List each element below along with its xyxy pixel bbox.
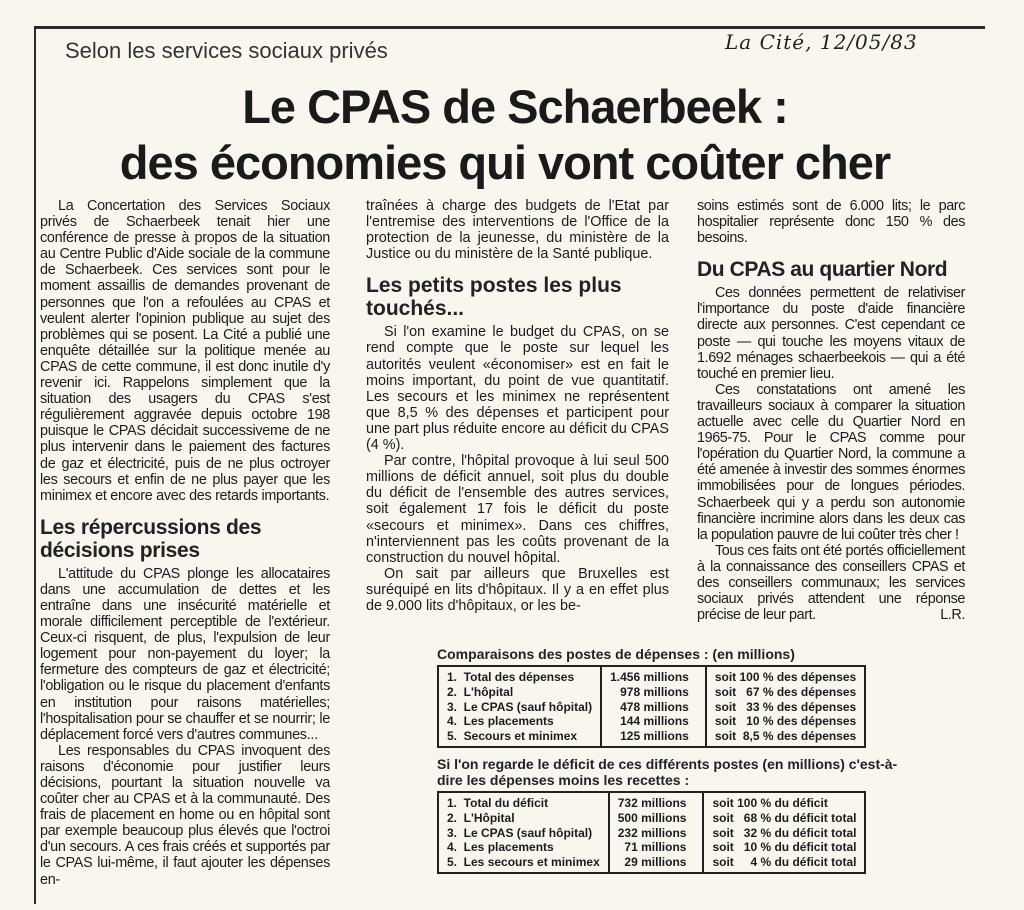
subheading: Les répercussions des décisions prises (40, 515, 262, 562)
row-share: soit 32 % du déficit total (712, 825, 857, 840)
deficit-table (437, 791, 866, 874)
author-signature: L.R. (940, 607, 965, 624)
subheading: Du CPAS au quartier Nord (697, 258, 948, 282)
row-share: soit 10 % des dépenses (714, 714, 857, 729)
paragraph: traînées à charge des budgets de l'Etat par l'entremise des interventions de l'Office de la protection de la jeunesse, du ministère de la Justice ou du ministère de la Santé publique. (366, 198, 669, 263)
row-label: 3. Le CPAS (sauf hôpital) (447, 825, 593, 840)
row-share: soit 100 % du déficit (712, 795, 828, 810)
subheading: Les petits postes les plus touchés... (366, 274, 622, 321)
table-row (438, 666, 865, 685)
paragraph (697, 543, 965, 623)
headline-line-1: Le CPAS de Schaerbeek : (242, 80, 788, 133)
row-share: soit 10 % du déficit total (712, 840, 857, 855)
paragraph: On sait par ailleurs que Bruxelles est suréquipé en lits d'hôpitaux. Il y a en effet plus de 9.000 lits d'hôpitaux, or les be- (366, 565, 669, 614)
row-value: 732 millions (609, 792, 704, 811)
paragraph: Ces constatations ont amené les travailleurs sociaux à comparer la situation actuelle avec celle du Quartier Nord en 1965-75. Pour le CPAS comme pour l'opération du Quartier Nord, la commune a été amenée à investir des sommes énormes immobilisées pour de longues périodes. Schaerbeek qui y a perdu son autonomie financière incrimine alors dans les deux cas la population pauvre de lui coûter très cher ! (697, 381, 965, 543)
row-label: 3. Le CPAS (sauf hôpital) (447, 699, 593, 714)
row-label: 5. Les secours et minimex (447, 855, 600, 870)
row-value: 29 millions (609, 855, 704, 873)
row-value: 478 millions (601, 700, 706, 715)
table-row (438, 714, 865, 729)
tables-block (437, 646, 907, 874)
row-value: 232 millions (609, 826, 704, 841)
expenses-table (437, 665, 866, 748)
row-value: 125 millions (601, 729, 706, 747)
row-value: 144 millions (601, 714, 706, 729)
table-row (438, 685, 865, 700)
paragraph: L'attitude du CPAS plonge les allocataires dans une accumulation de dettes et les entraîne dans une insécurité matérielle et morale difficilement perceptible de l'extérieur. Ceux-ci risquent, de plus, l'expulsion de leur logement pour non-payement du loyer; la fermeture des compteurs de gaz et électricité; l'obligation ou le risque du placement d'enfants en institution pour raisons matérielles; l'hospitalisation pour se chauffer et se nourrir; le déplacement forcé vers d'autres communes... (40, 565, 330, 743)
row-value: 500 millions (609, 811, 704, 826)
row-label: 1. Total du déficit (447, 795, 549, 810)
paragraph: soins estimés sont de 6.000 lits; le parc hospitalier représente donc 150 % des besoins. (697, 198, 965, 247)
table-row (438, 729, 865, 747)
headline-line-2: des économies qui vont coûter cher (119, 136, 891, 189)
paragraph: Si l'on examine le budget du CPAS, on se rend compte que le poste sur lequel les autorités veulent «économiser» est en fait le moins important, du point de vue quantitatif. Les secours et les minimex ne représentent que 8,5 % des dépenses et participent pour une part plus réduite encore au déficit du CPAS (4 %). (366, 324, 669, 454)
table-row (438, 700, 865, 715)
paragraph: Ces données permettent de relativiser l'importance du poste d'aide financière directe aux personnes. C'est cependant ce poste — qui touche les moyens vitaux de 1.692 ménages schaerbeekois — qui a été touché en premier lieu. (697, 285, 965, 382)
row-share: soit 4 % du déficit total (712, 855, 857, 870)
row-label: 5. Secours et minimex (447, 729, 578, 744)
row-share: soit 8,5 % des dépenses (714, 729, 857, 744)
article-column-1 (40, 198, 330, 888)
paragraph: Les responsables du CPAS invoquent des raisons d'économie pour justifier leurs décisions, pourtant la situation nouvelle va coûter cher au CPAS et à la communauté. Des frais de placement en home ou en hôpital sont par exemple beaucoup plus élevés que l'octroi d'un secours. A ces frais créés et supportés par le CPAS lui-même, il faut ajouter les dépenses en- (40, 742, 330, 888)
row-label: 1. Total des dépenses (447, 670, 575, 684)
table-row (438, 792, 865, 811)
handwritten-source-note: La Cité, 12/05/83 (725, 30, 918, 54)
row-share: soit 67 % des dépenses (714, 684, 857, 699)
kicker: Selon les services sociaux privés (65, 38, 388, 63)
row-share: soit 100 % des dépenses (714, 670, 857, 684)
table-row (438, 826, 865, 841)
row-label: 2. L'Hôpital (447, 810, 515, 825)
row-label: 2. L'hôpital (447, 684, 514, 699)
paragraph-text: Tous ces faits ont été portés officiellement à la connaissance des conseillers CPAS et des conseillers communaux; les services sociaux privés attendent une réponse précise de leur part. (697, 542, 965, 624)
row-value: 978 millions (601, 685, 706, 700)
row-value: 1.456 millions (601, 666, 706, 685)
row-label: 4. Les placements (447, 840, 554, 855)
table-row (438, 811, 865, 826)
table-2-heading: Si l'on regarde le déficit de ces différents postes (en millions) c'est-à-dire les dépenses moins les recettes : (437, 755, 898, 788)
paragraph: La Concertation des Services Sociaux privés de Schaerbeek tenait hier une conférence de presse à propos de la situation au Centre Public d'Aide sociale de la commune de Schaerbeek. Ces services sont pour le moment assaillis de demandes provenant de personnes que l'on a refoulées au CPAS et veulent alerter l'opinion publique au sujet des problèmes qui se posent. La Cité a publié une enquête détaillée sur la politique menée au CPAS de cette commune, il est donc inutile d'y revenir ici. Rappelons simplement que la situation des usagers du CPAS s'est régulièrement aggravée depuis octobre 198 puisque le CPAS décidait successiveme de ne plus intervenir dans le paiement des factures de gaz et électricité, puis de ne plus octroyer les secours et enfin de ne plus payer que les minimex et encore avec des retards importants. (40, 198, 330, 504)
article-column-3 (697, 198, 965, 623)
row-share: soit 33 % des dépenses (714, 699, 857, 714)
paragraph: Par contre, l'hôpital provoque à lui seul 500 millions de déficit annuel, soit plus du double du déficit de l'ensemble des autres services, soit également 17 fois le déficit du poste «secours et minimex». Dans ces chiffres, n'interviennent pas les coûts provenant de la construction du nouvel hôpital. (366, 453, 669, 566)
row-share: soit 68 % du déficit total (712, 810, 857, 825)
table-1-heading: Comparaisons des postes de dépenses : (en millions) (437, 646, 795, 662)
row-value: 71 millions (609, 840, 704, 855)
table-row (438, 855, 865, 873)
top-rule (35, 26, 985, 29)
table-row (438, 840, 865, 855)
row-label: 4. Les placements (447, 714, 554, 729)
article-column-2 (366, 198, 669, 614)
